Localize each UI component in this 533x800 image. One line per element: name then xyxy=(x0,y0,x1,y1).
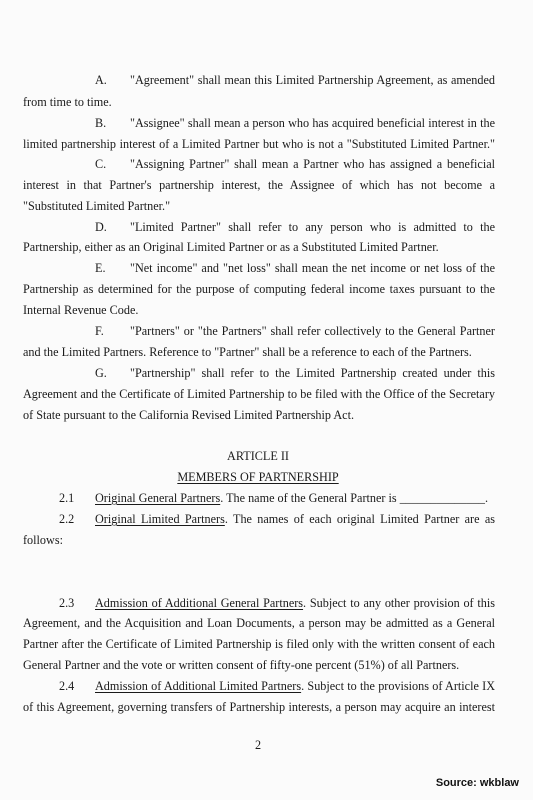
section-2-3-line-4: General Partner and the vote or written consent of fifty-one percent (51%) of all Partners. xyxy=(23,658,460,672)
section-2-2-line-2: follows: xyxy=(23,533,63,547)
definition-b-line-1: B. "Assignee" shall mean a person who has acquired beneficial interest in the xyxy=(95,116,495,130)
section-2-4-line-2: of this Agreement, governing transfers of Partnership interests, a person may acquire an interest xyxy=(23,700,495,714)
definition-label: F. xyxy=(95,324,104,338)
definition-g-line-2: Agreement and the Certificate of Limited Partnership to be filed with the Office of the Secretary xyxy=(23,387,495,401)
section-heading: Admission of Additional Limited Partners xyxy=(95,679,302,693)
definition-f-line-1: F. "Partners" or "the Partners" shall refer collectively to the General Partner xyxy=(95,324,495,338)
section-2-3-line-1: 2.3 Admission of Additional General Partners. Subject to any other provision of this xyxy=(59,596,496,610)
section-2-1: 2.1 Original General Partners. The name of the General Partner is ______________. xyxy=(59,491,489,505)
definition-c-line-1: C. "Assigning Partner" shall mean a Partner who has assigned a beneficial xyxy=(95,157,495,171)
source-credit: Source: wkblaw xyxy=(435,777,519,789)
definition-e-line-2: Partnership as determined for the purpose of computing federal income taxes pursuant to the xyxy=(23,282,495,296)
definition-a-line-1: A. "Agreement" shall mean this Limited Partnership Agreement, as amended xyxy=(95,73,495,87)
section-heading: Original Limited Partners xyxy=(95,512,225,526)
section-2-3-line-2: Agreement, and the Acquisition and Loan Documents, a person may be admitted as a General xyxy=(23,616,495,630)
definition-b-line-2: limited partnership interest of a Limited Partner but who is not a "Substituted Limited Partner." xyxy=(23,137,495,151)
definition-label: D. xyxy=(95,220,107,234)
section-heading: Original General Partners xyxy=(95,491,221,505)
definition-a-line-2: from time to time. xyxy=(23,95,112,109)
definition-label: B. xyxy=(95,116,107,130)
definition-label: A. xyxy=(95,73,107,87)
definition-g-line-3: of State pursuant to the California Revised Limited Partnership Act. xyxy=(23,408,355,422)
section-2-3-line-3: Partner after the Certificate of Limited Partnership is filed only with the written consent of each xyxy=(23,637,495,651)
section-number: 2.1 xyxy=(59,491,75,505)
definition-f-line-2: and the Limited Partners. Reference to "Partner" shall be a reference to each of the Partners. xyxy=(23,345,472,359)
section-number: 2.2 xyxy=(59,512,75,526)
definition-label: C. xyxy=(95,157,107,171)
definition-g-line-1: G. "Partnership" shall refer to the Limited Partnership created under this xyxy=(95,366,495,380)
definition-d-line-1: D. "Limited Partner" shall refer to any person who is admitted to the xyxy=(95,220,495,234)
article-number: ARTICLE II xyxy=(227,449,289,463)
section-2-2-line-1: 2.2 Original Limited Partners. The names of each original Limited Partner are as xyxy=(59,512,495,526)
section-number: 2.3 xyxy=(59,596,75,610)
section-2-4-line-1: 2.4 Admission of Additional Limited Partners. Subject to the provisions of Article IX xyxy=(59,679,496,693)
section-heading: Admission of Additional General Partners xyxy=(95,596,304,610)
page-number: 2 xyxy=(254,738,262,752)
section-number: 2.4 xyxy=(59,679,75,693)
definition-label: E. xyxy=(95,261,106,275)
definition-c-line-3: "Substituted Limited Partner." xyxy=(23,199,171,213)
definition-d-line-2: Partnership, either as an Original Limited Partner or as a Substituted Limited Partner. xyxy=(23,240,439,254)
definition-label: G. xyxy=(95,366,107,380)
definition-e-line-3: Internal Revenue Code. xyxy=(23,303,139,317)
article-title: MEMBERS OF PARTNERSHIP xyxy=(177,470,339,484)
definition-c-line-2: interest in that Partner's partnership interest, the Assignee of which has not become a xyxy=(23,178,495,192)
definition-e-line-1: E. "Net income" and "net loss" shall mean the net income or net loss of the xyxy=(95,261,495,275)
